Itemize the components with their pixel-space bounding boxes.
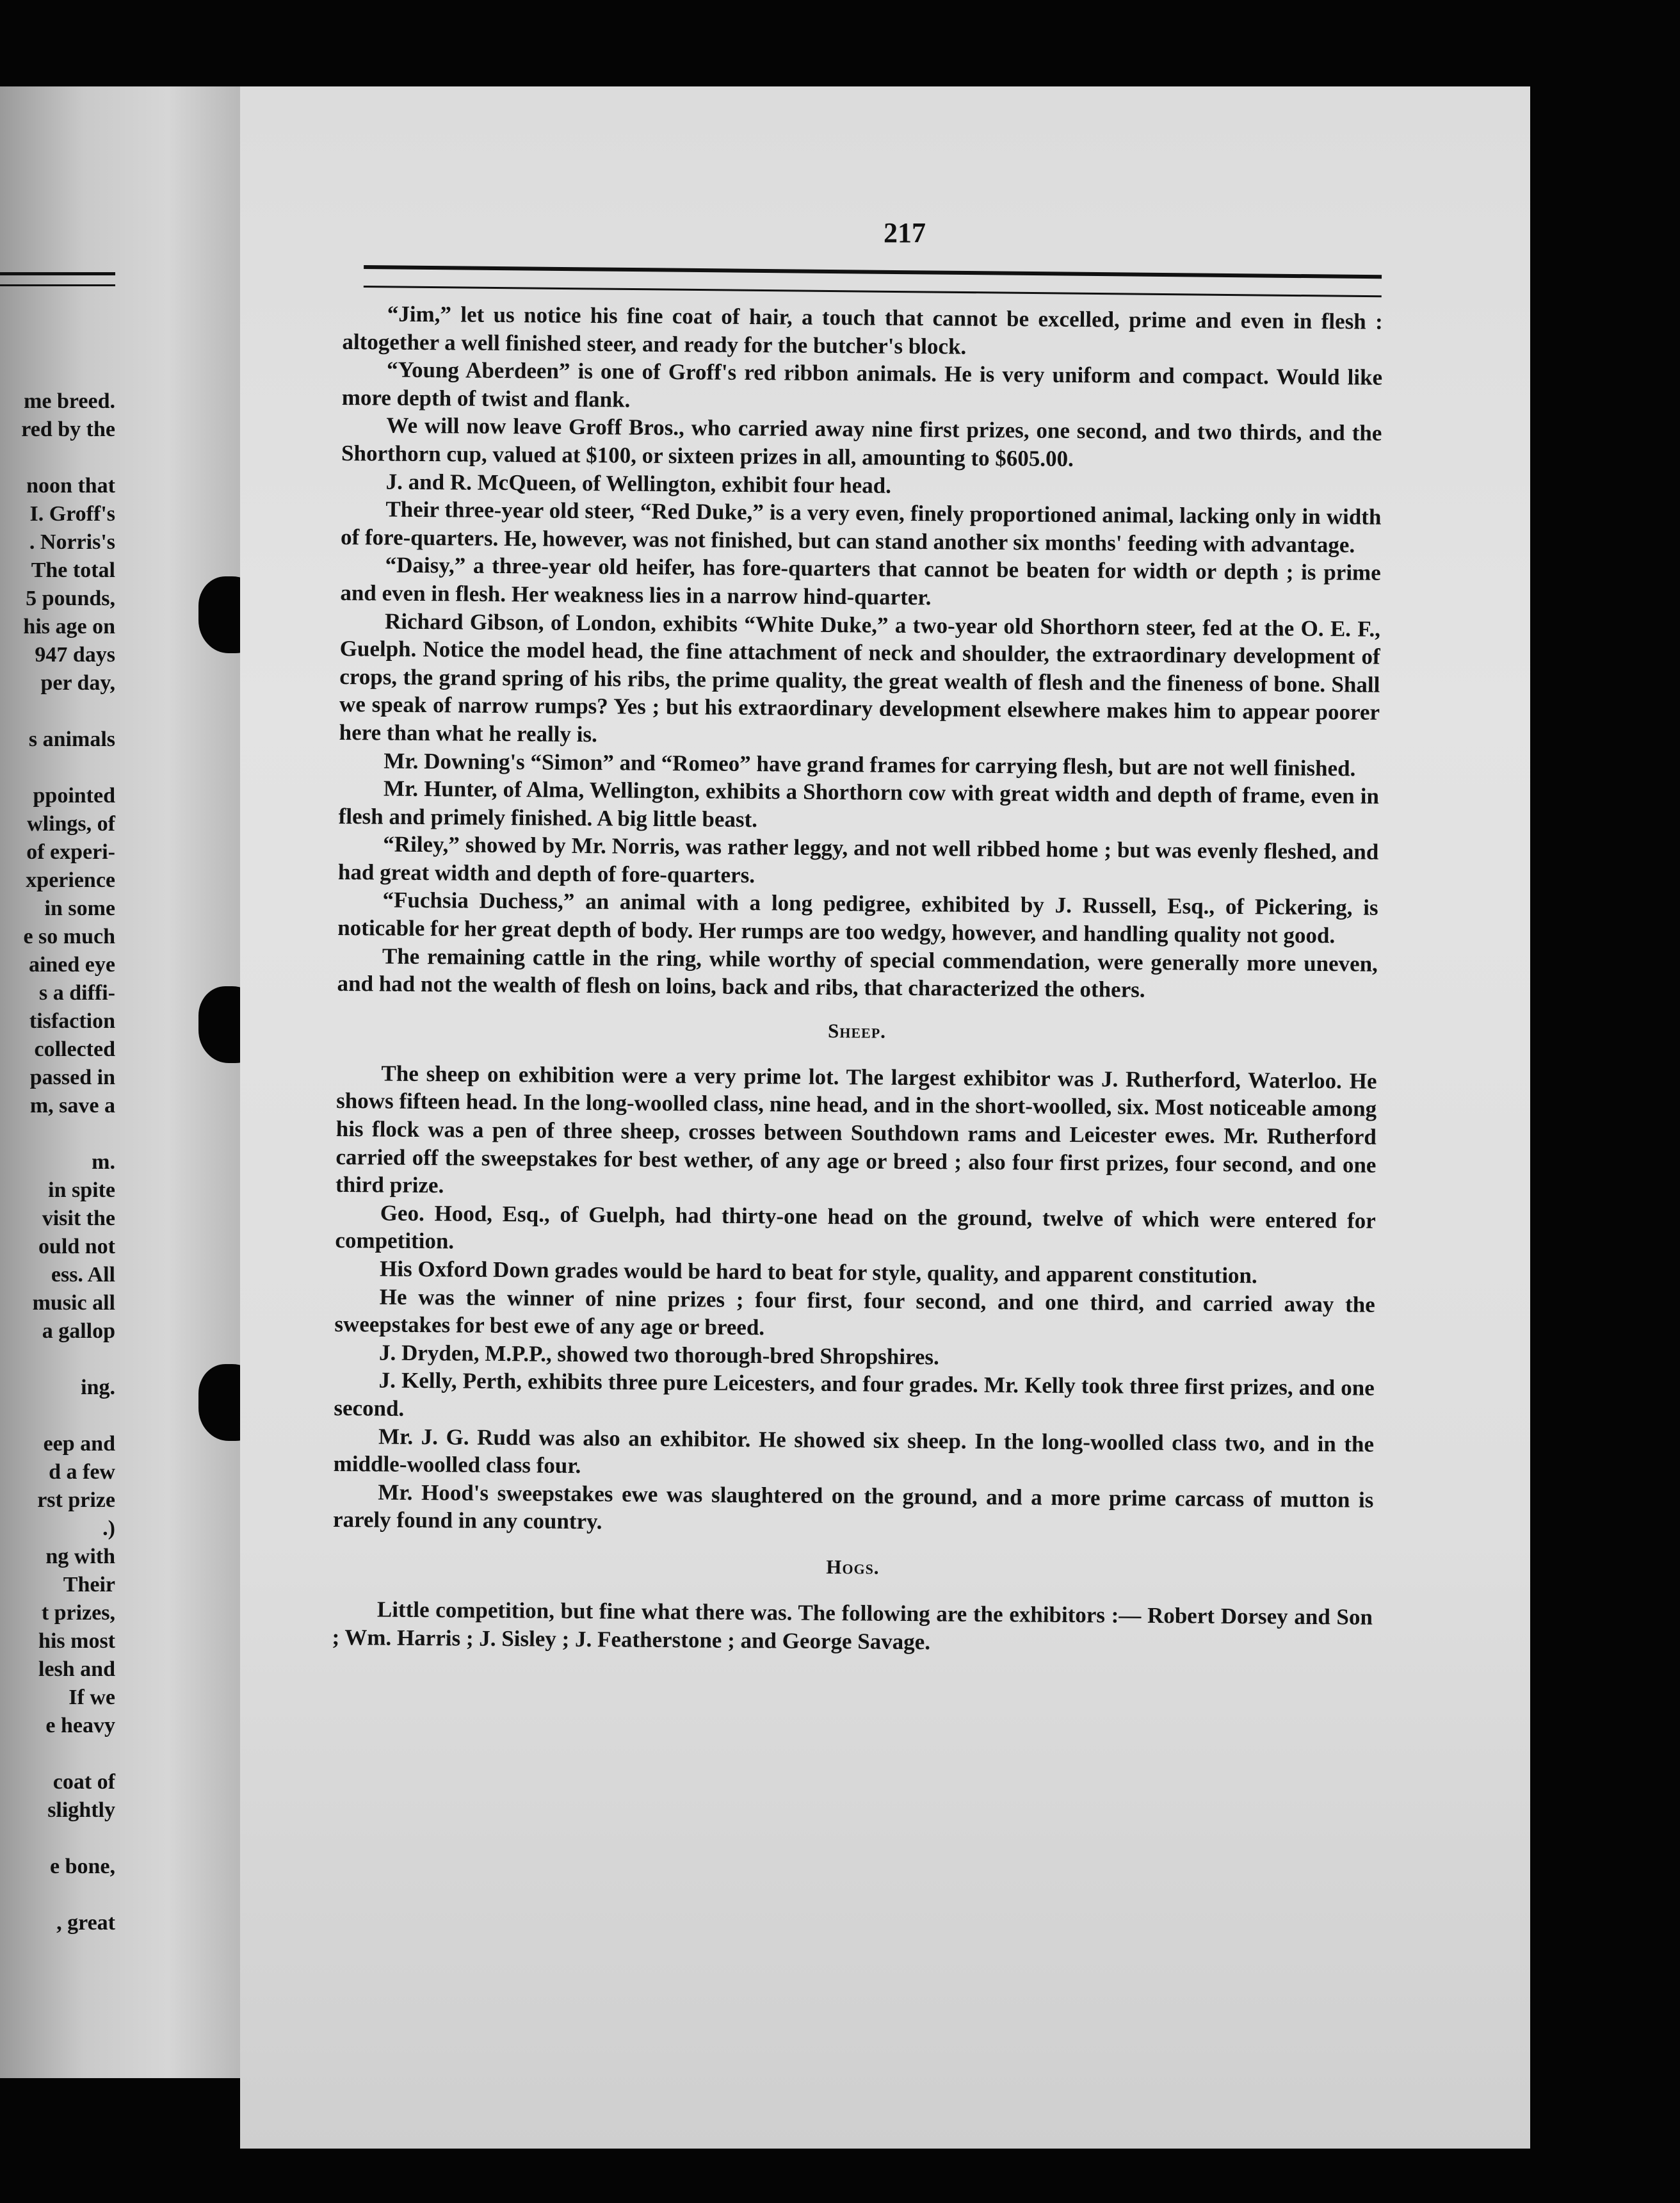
previous-page-line: wlings, of <box>27 812 115 836</box>
previous-page-line: his most <box>38 1629 115 1653</box>
previous-page-line: t prizes, <box>41 1601 115 1625</box>
paragraph: “Daisy,” a three-year old heifer, has fore-quarters that cannot be beaten for width or depth ; is prime and even in flesh. Her weakness lies in a narrow hind-quarter. <box>340 552 1381 610</box>
hogs-section <box>332 1595 1373 1659</box>
previous-page-line <box>0 1120 115 1148</box>
page-body <box>332 300 1383 1659</box>
previous-page-line: s animals <box>28 728 115 751</box>
paragraph: J. and R. McQueen, of Wellington, exhibit four head. <box>385 469 892 498</box>
paragraph: “Fuchsia Duchess,” an animal with a long pedigree, exhibited by J. Russell, Esq., of Pickering, is noticable for her great depth of body. Her rumps are too wedgy, however, and handling quality not good. <box>337 887 1378 948</box>
page-number: 217 <box>884 217 926 248</box>
previous-page-line <box>0 444 115 472</box>
section-heading-hogs: Hogs. <box>826 1555 880 1579</box>
paragraph: Geo. Hood, Esq., of Guelph, had thirty-one head on the ground, twelve of which were entered for competition. <box>335 1200 1376 1254</box>
previous-page-text <box>0 387 115 1937</box>
previous-page-line: rst prize <box>37 1488 115 1512</box>
paragraph: His Oxford Down grades would be hard to beat for style, quality, and apparent constitution. <box>379 1256 1257 1288</box>
paragraph: “Jim,” let us notice his fine coat of hair, a touch that cannot be excelled, prime and even in flesh : altogether a well finished steer, and ready for the butcher's block. <box>342 301 1383 359</box>
previous-page-line: e bone, <box>50 1855 115 1878</box>
previous-page-rule <box>0 272 115 286</box>
previous-page-line: ing. <box>81 1376 115 1399</box>
previous-page-line: I. Groff's <box>29 502 115 526</box>
previous-page-line: ained eye <box>28 953 115 977</box>
previous-page-line: coat of <box>52 1770 115 1794</box>
paragraph: “Riley,” showed by Mr. Norris, was rather leggy, and not well ribbed home ; but was evenly fleshed, and had great width and depth of fore-quarters. <box>337 831 1379 888</box>
previous-page-line: , great <box>56 1911 115 1935</box>
previous-page-line <box>0 1402 115 1430</box>
previous-page-line: noon that <box>26 474 115 498</box>
previous-page-line: 947 days <box>35 643 115 667</box>
previous-page-line: e so much <box>23 925 115 948</box>
previous-page-line <box>0 754 115 782</box>
previous-page-line: music all <box>32 1291 115 1315</box>
previous-page-line: Their <box>63 1573 115 1597</box>
paragraph: Mr. J. G. Rudd was also an exhibitor. He showed six sheep. In the long-woolled class two, and in the middle-woolled class four. <box>333 1424 1375 1479</box>
paragraph: Mr. Hood's sweepstakes ewe was slaughtered on the ground, and a more prime carcass of mutton is rarely found in any country. <box>332 1479 1374 1534</box>
previous-page-line <box>0 1825 115 1853</box>
previous-page-line: per day, <box>40 671 115 695</box>
previous-page-line: collected <box>34 1037 115 1061</box>
paragraph: He was the winner of nine prizes ; four first, four second, and one third, and carried away the sweepstakes for best ewe of any age or breed. <box>334 1284 1375 1340</box>
paragraph: We will now leave Groff Bros., who carried away nine first prizes, one second, and two thirds, and the Shorthorn cup, valued at $100, or sixteen prizes in all, amounting to $605.00. <box>341 412 1382 471</box>
previous-page-line: lesh and <box>38 1657 115 1681</box>
previous-page-line: his age on <box>23 615 115 638</box>
previous-page-line: ppointed <box>33 784 115 808</box>
paragraph: J. Dryden, M.P.P., showed two thorough-bred Shropshires. <box>378 1340 940 1370</box>
previous-page-line: The total <box>31 558 115 582</box>
previous-page-line: s a diffi- <box>39 981 115 1005</box>
paragraph: J. Kelly, Perth, exhibits three pure Leicesters, and four grades. Mr. Kelly took three first prizes, and one second. <box>334 1367 1375 1421</box>
previous-page-line: ng with <box>45 1545 115 1568</box>
sheep-section <box>333 1059 1377 1542</box>
section-heading-sheep: Sheep. <box>827 1019 887 1043</box>
previous-page-line: xperience <box>26 868 115 892</box>
previous-page-line: tisfaction <box>29 1009 115 1033</box>
previous-page-line: m, save a <box>29 1094 115 1118</box>
paragraph: “Young Aberdeen” is one of Groff's red ribbon animals. He is very uniform and compact. Would like more depth of twist and flank. <box>341 357 1383 412</box>
previous-page-line: slightly <box>47 1798 115 1822</box>
previous-page-line: . Norris's <box>29 530 115 554</box>
previous-page-fragment <box>0 86 240 2078</box>
previous-page-line: a gallop <box>42 1319 115 1343</box>
previous-page-line: .) <box>102 1516 115 1540</box>
previous-page-line: 5 pounds, <box>26 587 115 610</box>
previous-page-line <box>0 1881 115 1909</box>
previous-page-line <box>0 697 115 726</box>
paragraph: Mr. Hunter, of Alma, Wellington, exhibits a Shorthorn cow with great width and depth of frame, even in flesh and primely finished. A big little beast. <box>338 776 1380 832</box>
paragraph: Little competition, but fine what there was. The following are the exhibitors :— Robert Dorsey and Son ; Wm. Harris ; J. Sisley ; J. Featherstone ; and George Savage. <box>332 1597 1373 1654</box>
previous-page-line: of experi- <box>26 840 115 864</box>
previous-page-line: m. <box>92 1150 115 1174</box>
previous-page-line: visit the <box>42 1207 115 1230</box>
previous-page-line <box>0 1345 115 1374</box>
paragraph: Richard Gibson, of London, exhibits “White Duke,” a two-year old Shorthorn steer, fed at the O. E. F., Guelph. Notice the model head, the fine attachment of neck and shoulder, the extraordinary development of crops, the grand spring of his ribs, the prime quality, the great wealth of flesh and the fineness of bone. Shall we speak of narrow rumps? Yes ; but his extraordinary development elsewhere makes him to appear poorer here than what he really is. <box>339 608 1381 747</box>
paragraph: The sheep on exhibition were a very prime lot. The largest exhibitor was J. Rutherford, Waterloo. He shows fifteen head. In the long-woolled class, nine head, and in the short-woolled, six. Most noticeable among his flock was a pen of three sheep, crosses between Southdown rams and Leicester ewes. Mr. Rutherford carried off the sweepstakes for best wether, of any age or breed ; also four first prizes, four second, and one third prize. <box>335 1061 1377 1198</box>
previous-page-line: d a few <box>49 1460 115 1484</box>
previous-page-line: e heavy <box>45 1714 115 1737</box>
previous-page-line: red by the <box>21 418 115 441</box>
previous-page-line: in some <box>44 897 115 920</box>
previous-page-line: me breed. <box>24 389 115 413</box>
paragraph: Mr. Downing's “Simon” and “Romeo” have grand frames for carrying flesh, but are not well finished. <box>384 748 1356 781</box>
previous-page-line: passed in <box>29 1066 115 1089</box>
previous-page-line: eep and <box>43 1432 115 1456</box>
paragraph: Their three-year old steer, “Red Duke,” is a very even, finely proportioned animal, lacking only in width of fore-quarters. He, however, was not finished, but can stand another six months' feeding with advantage. <box>340 496 1382 558</box>
previous-page-line: ess. All <box>51 1263 115 1287</box>
paragraph: The remaining cattle in the ring, while worthy of special commendation, were generally more uneven, and had not the wealth of flesh on loins, back and ribs, that characterized the others. <box>337 943 1378 1003</box>
previous-page-line: ould not <box>38 1235 115 1258</box>
previous-page-line: If we <box>69 1686 115 1709</box>
cattle-section <box>337 300 1383 1006</box>
previous-page-line <box>0 1740 115 1768</box>
previous-page-line: in spite <box>48 1178 115 1202</box>
